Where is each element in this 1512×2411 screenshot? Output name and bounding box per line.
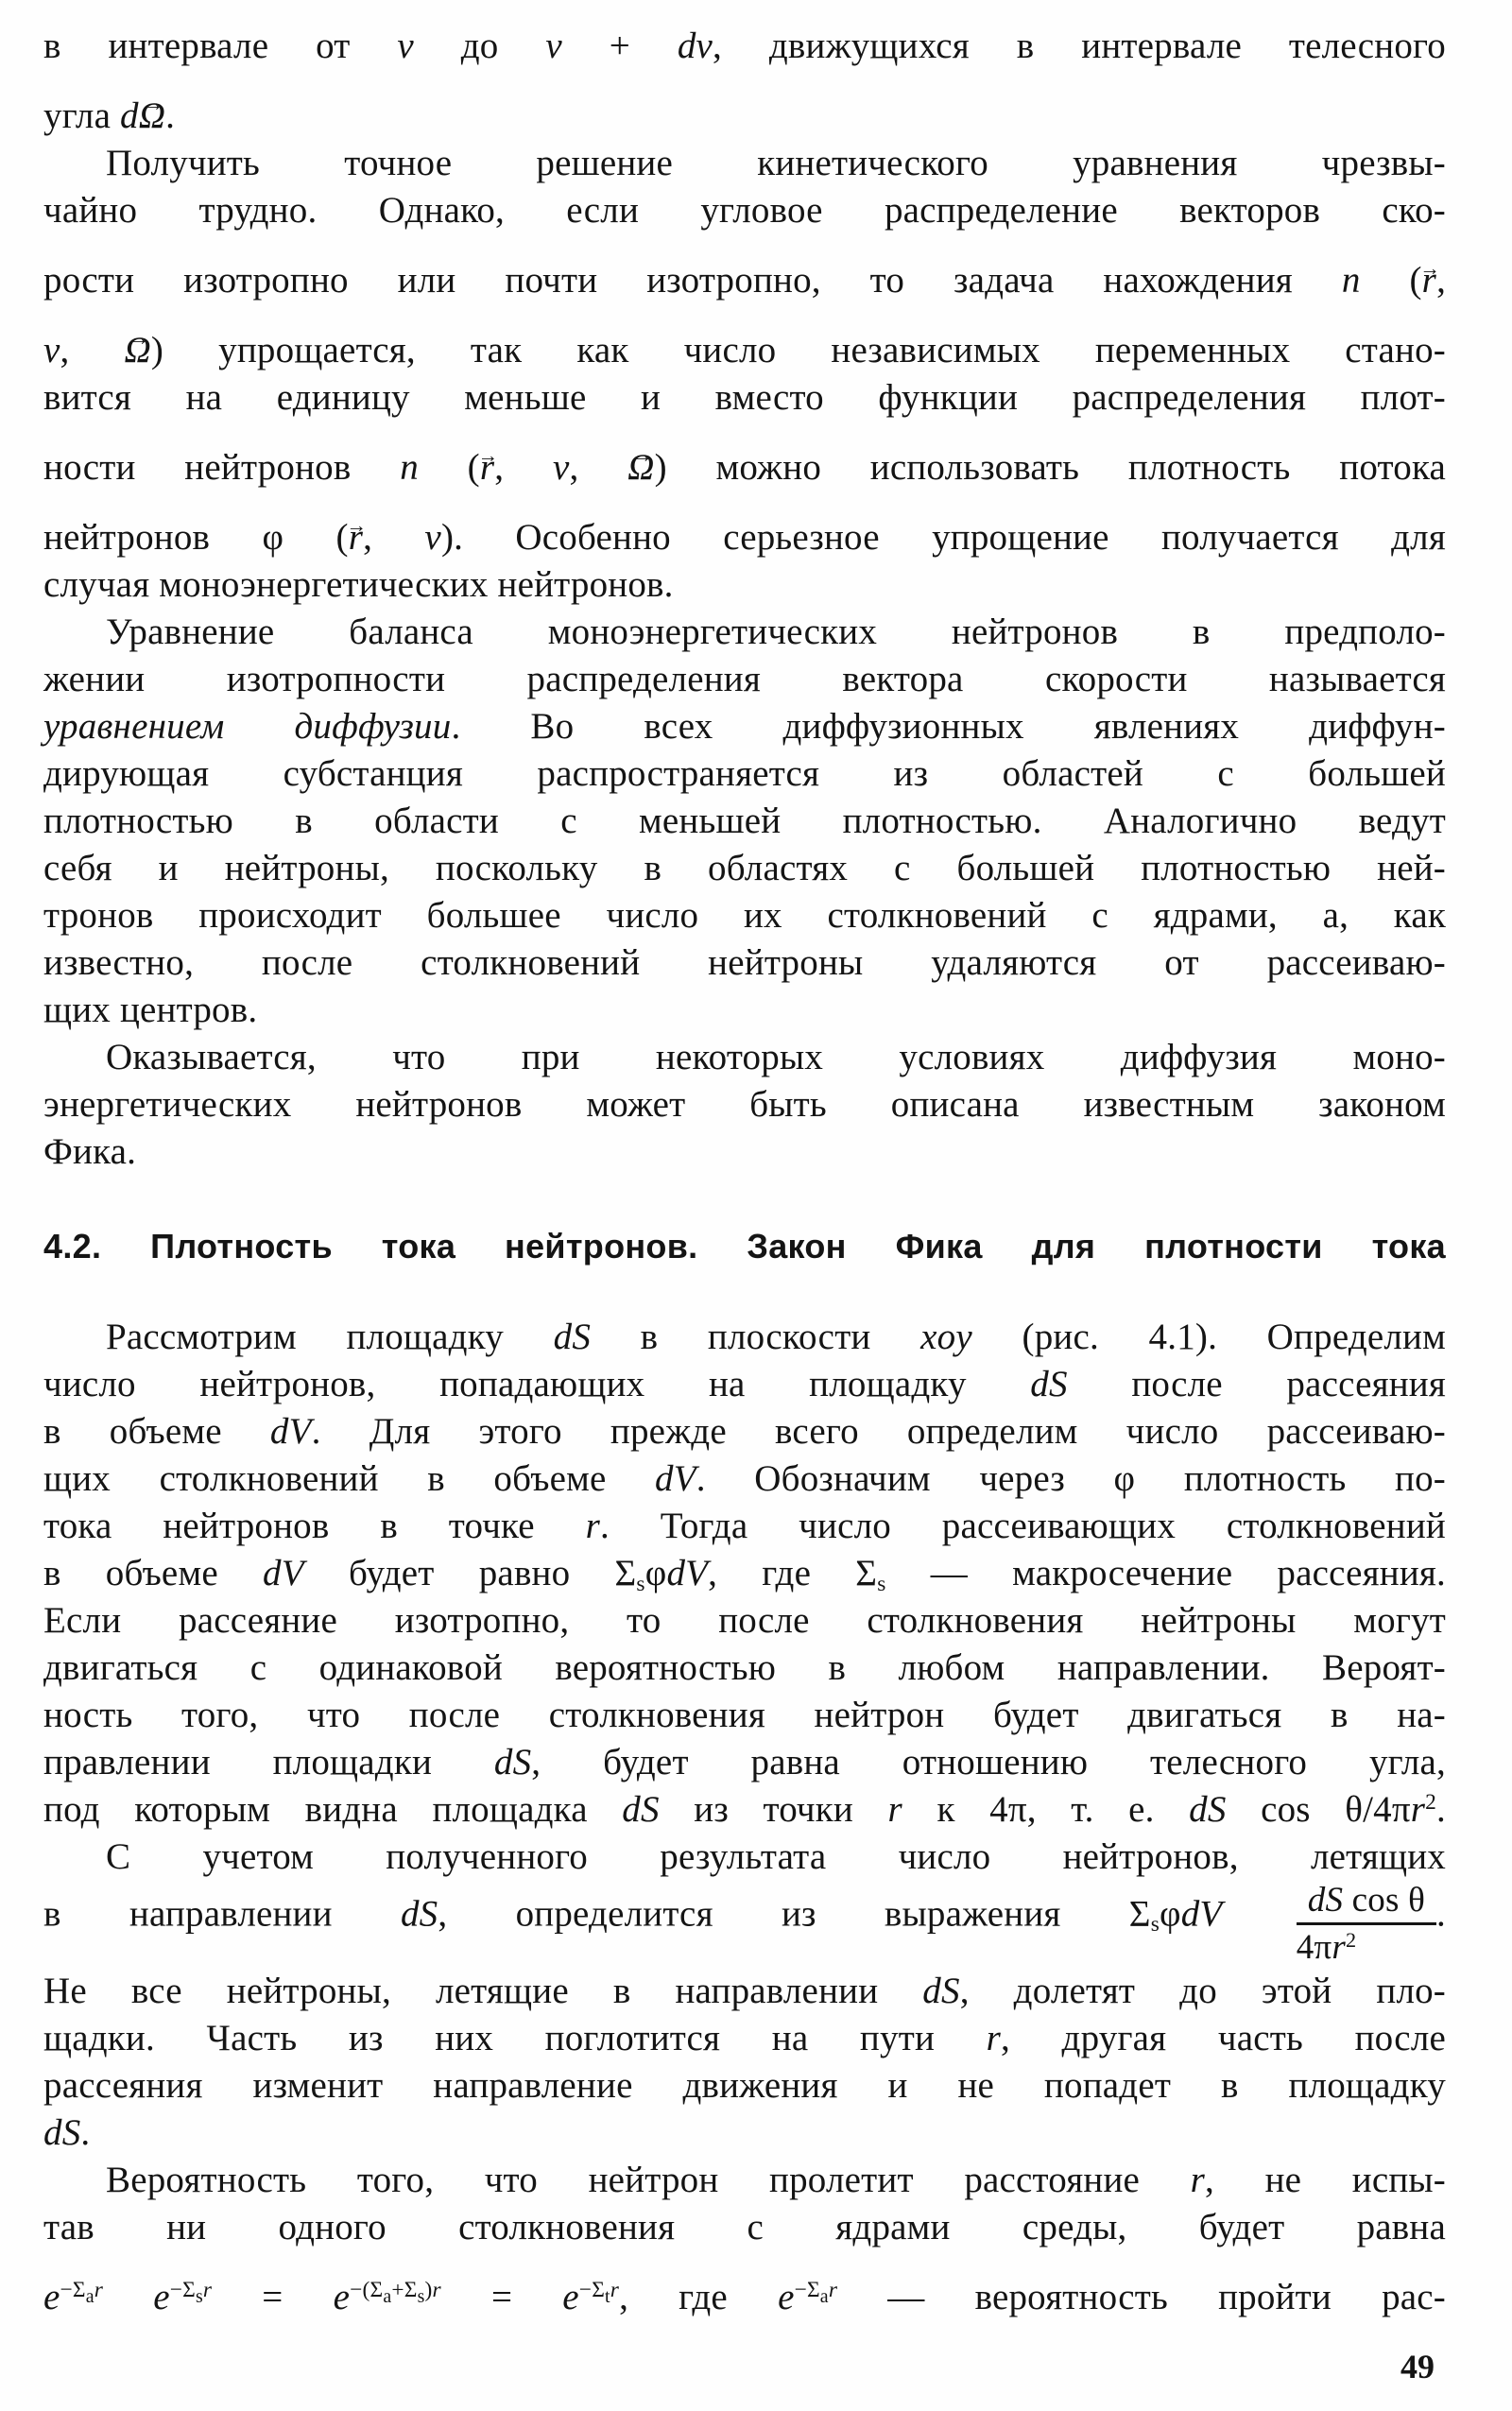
text-line: тав ни одного столкновения с ядрами среды, будет равна (43, 2206, 1446, 2247)
text-line: dS. (43, 2111, 91, 2153)
page-text-content (43, 23, 1446, 2321)
text-line: ность того, что после столкновения нейтрон будет двигаться в на- (43, 1695, 1446, 1735)
text-line: щих центров. (43, 990, 258, 1030)
paragraph (43, 2157, 1446, 2321)
text-line: жении изотропности распределения вектора скорости называется (43, 659, 1446, 699)
text-line: Если рассеяние изотропно, то после столкновения нейтроны могут (43, 1600, 1446, 1641)
text-line: плотностью в области с меньшей плотностью. Аналогично ведут (43, 801, 1446, 841)
text-line: случая моноэнергетических нейтронов. (43, 564, 674, 605)
text-line: Не все нейтроны, летящие в направлении dS, долетят до этой пло- (43, 1970, 1446, 2011)
text-line: v, → Ω) упрощается, так как число независимых переменных стано- (43, 304, 1446, 374)
text-line: тока нейтронов в точке r. Тогда число рассеивающих столкновений (43, 1506, 1446, 1546)
text-line: ности нейтронов n (→ r, v, → Ω) можно использовать плотность потока (43, 422, 1446, 491)
text-line: в направлении dS, определится из выражения $\Sigma_s\varphi dV$ $\frac{\text{dS cos θ}}{4\pi r^2}$ . (43, 1881, 1446, 1968)
text-line: известно, после столкновений нейтроны удаляются от рассеиваю- (43, 942, 1446, 983)
paragraph (43, 140, 1446, 609)
paragraph (43, 609, 1446, 1034)
text-line: чайно трудно. Однако, если угловое распределение векторов ско- (43, 190, 1446, 231)
text-line: уравнением диффузии. Во всех диффузионных явлениях диффун- (43, 706, 1446, 747)
section-heading: 4.2. Плотность тока нейтронов. Закон Фика для плотности тока (43, 1227, 1446, 1266)
text-line: рассеяния изменит направление движения и не попадет в площадку (43, 2064, 1446, 2106)
text-line: в объеме dV. Для этого прежде всего определим число рассеиваю- (43, 1411, 1446, 1452)
text-line: нейтронов φ (→ r, v). Особенно серьезное упрощение получается для (43, 491, 1446, 561)
text-line: С учетом полученного результата число нейтронов, летящих (106, 1836, 1446, 1877)
text-line: Вероятность того, что нейтрон пролетит расстояние r, не испы- (106, 2159, 1446, 2200)
text-line: двигаться с одинаковой вероятностью в любом направлении. Вероят- (43, 1647, 1446, 1688)
text-line: Получить точное решение кинетического уравнения чрезвы- (106, 143, 1446, 183)
page-number: 49 (1400, 2348, 1435, 2385)
text-line: угла d→ Ω. (43, 70, 1446, 140)
text-line: себя и нейтроны, поскольку в областях с большей плотностью ней- (43, 848, 1446, 888)
text-line: в интервале от v до v + dv, движущихся в интервале телесного (43, 26, 1446, 66)
text-line: Рассмотрим площадку dS в плоскости xoy (рис. 4.1). Определим (106, 1317, 1446, 1357)
paragraph (43, 1834, 1446, 2157)
text-line: щадки. Часть из них поглотится на пути r, другая часть после (43, 2017, 1446, 2058)
text-line: тронов происходит большее число их столкновений с ядрами, а, как (43, 895, 1446, 936)
text-line: Уравнение баланса моноэнергетических нейтронов в предполо- (106, 611, 1446, 652)
text-line: энергетических нейтронов может быть описана известным законом (43, 1084, 1446, 1125)
text-line: $e^{-\Sigma_ar}$ $e^{-\Sigma_sr} = e^{-(\Sigma_a+\Sigma_s)r} = e^{-\Sigma_tr}$, где $e^{-\Sigma_ar}$ — вероятность пройти рас- (43, 2276, 1446, 2317)
text-line: Оказывается, что при некоторых условиях диффузия моно- (106, 1037, 1446, 1077)
text-line: число нейтронов, попадающих на площадку dS после рассеяния (43, 1364, 1446, 1404)
text-line: дирующая субстанция распространяется из областей с большей (43, 753, 1446, 794)
text-line: правлении площадки dS, будет равна отношению телесного угла, (43, 1742, 1447, 1782)
text-line: щих столкновений в объеме dV. Обозначим через φ плотность по- (43, 1458, 1446, 1499)
text-line: вится на единицу меньше и вместо функции распределения плот- (43, 377, 1446, 418)
text-line: Фика. (43, 1131, 137, 1172)
paragraph (43, 1034, 1446, 1176)
paragraph (43, 1314, 1446, 1834)
paragraph (43, 23, 1446, 140)
text-line: рости изотропно или почти изотропно, то задача нахождения n (→ r, (43, 234, 1446, 304)
text-line: в объеме dV будет равно $\Sigma_s\varphi dV$, где $\Sigma_s$ — макросечение рассеяния. (43, 1553, 1446, 1596)
text-line: под которым видна площадка dS из точки r к 4π, т. е. dS $\cos \theta/4\pi r^2$. (43, 1789, 1446, 1830)
